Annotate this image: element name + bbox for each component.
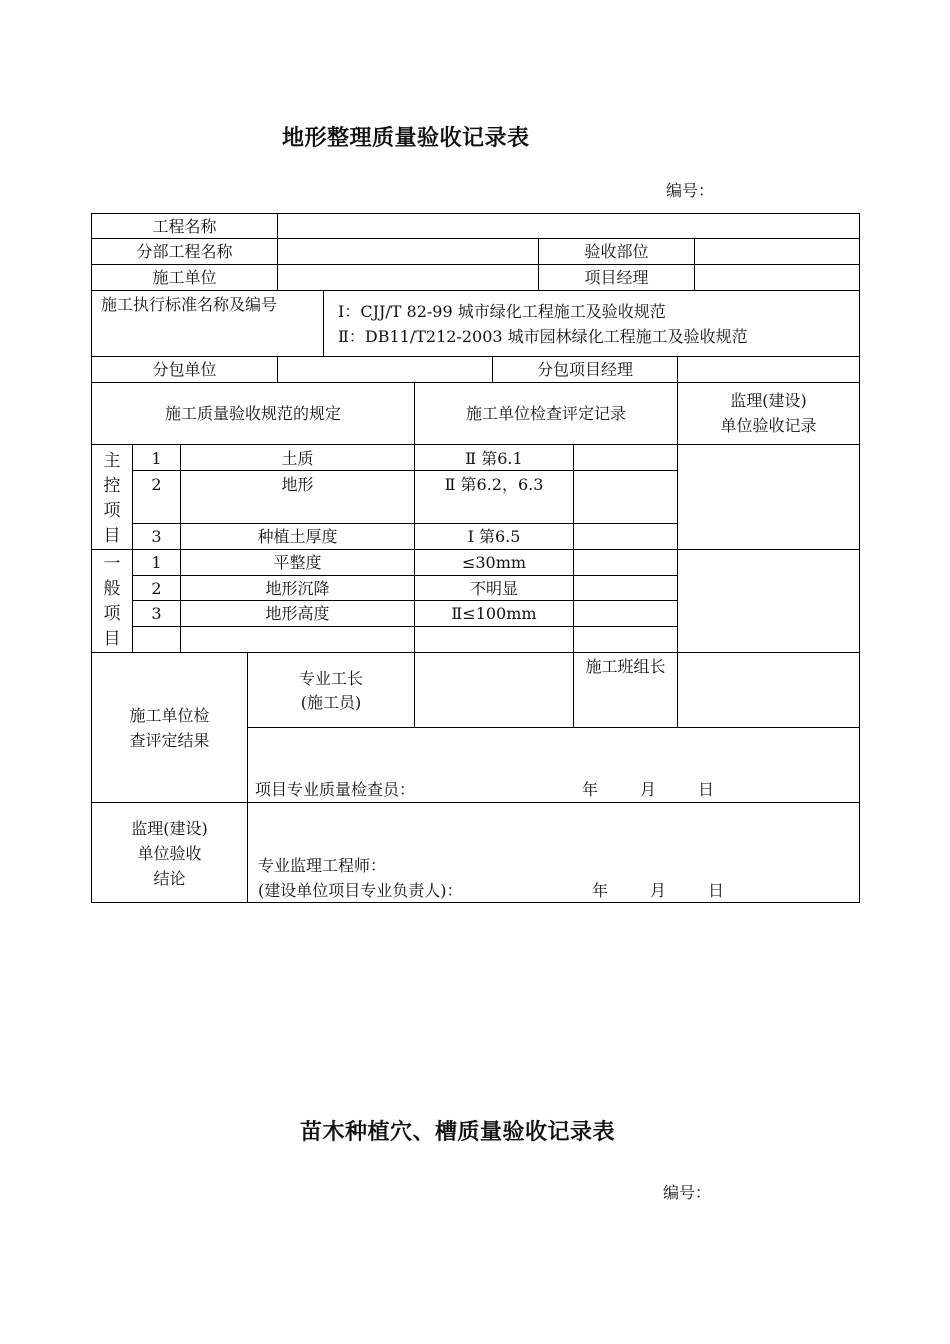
col-check-header: 施工单位检查评定记录 — [465, 404, 626, 423]
form2-number-label: 编号： — [663, 1183, 712, 1202]
col-spec-header: 施工质量验收规范的规定 — [164, 404, 341, 423]
general-item-1-no: 1 — [151, 553, 162, 572]
project-name-field[interactable] — [278, 214, 859, 238]
contractor-label: 施工单位 — [152, 268, 217, 287]
sub-manager-label: 分包项目经理 — [536, 360, 633, 379]
acceptance-part-field[interactable] — [695, 239, 859, 264]
col-supervise-header-1: 监理(建设) — [730, 391, 807, 410]
main-item-1-check-field[interactable] — [574, 445, 677, 470]
standard-1: Ⅰ：CJJ/T 82-99 城市绿化工程施工及验收规范 — [338, 302, 666, 321]
form2-title: 苗木种植穴、槽质量验收记录表 — [300, 1120, 616, 1145]
sub-project-label: 分部工程名称 — [136, 242, 233, 261]
result-label-2: 查评定结果 — [129, 731, 210, 750]
standard-2: Ⅱ：DB11/T212-2003 城市园林绿化工程施工及验收规范 — [338, 327, 748, 346]
main-item-3-name: 种植土厚度 — [257, 527, 338, 546]
conclusion-label-2: 单位验收 — [137, 844, 202, 863]
foreman-label-2: (施工员) — [300, 693, 362, 712]
general-item-2-no: 2 — [151, 579, 162, 598]
general-item-1-check-field[interactable] — [574, 550, 677, 575]
general-item-1-name: 平整度 — [273, 553, 322, 572]
general-item-2-name: 地形沉降 — [265, 579, 330, 598]
team-leader-field[interactable] — [678, 653, 859, 727]
main-item-1-name: 土质 — [281, 449, 314, 468]
subcontractor-label: 分包单位 — [152, 360, 217, 379]
col-supervise-header-2: 单位验收记录 — [720, 416, 817, 435]
inspector-day-label: 日 — [698, 780, 715, 799]
main-item-2-name: 地形 — [281, 475, 314, 494]
sub-project-field[interactable] — [278, 239, 538, 264]
main-group-char-3: 项 — [103, 501, 121, 521]
result-label-1: 施工单位检 — [129, 706, 210, 725]
contractor-field[interactable] — [278, 265, 538, 290]
main-item-3-check-field[interactable] — [574, 524, 677, 549]
engineer-label: 专业监理工程师： — [258, 856, 387, 875]
general-item-2-check-field[interactable] — [574, 576, 677, 600]
conclusion-label-3: 结论 — [153, 869, 186, 888]
conclusion-year-label: 年 — [592, 881, 609, 900]
main-group-char-2: 控 — [103, 476, 121, 496]
conclusion-month-label: 月 — [650, 881, 667, 900]
general-group-char-4: 目 — [103, 629, 121, 649]
main-supervise-field[interactable] — [678, 445, 859, 549]
general-group-char-2: 般 — [103, 579, 121, 599]
general-item-1-std: ≤30mm — [461, 553, 527, 572]
project-manager-field[interactable] — [695, 265, 859, 290]
general-item-3-no: 3 — [151, 604, 162, 623]
general-item-2-std: 不明显 — [469, 579, 518, 598]
general-group-char-3: 项 — [103, 604, 121, 624]
project-name-label: 工程名称 — [152, 217, 217, 236]
general-supervise-field[interactable] — [678, 550, 859, 652]
main-item-1-std: Ⅱ 第6.1 — [465, 449, 523, 468]
conclusion-day-label: 日 — [708, 881, 725, 900]
form-number-label: 编号： — [666, 181, 715, 200]
general-group-char-1: 一 — [103, 554, 121, 574]
team-leader-label: 施工班组长 — [585, 657, 666, 676]
main-item-2-std: Ⅱ 第6.2，6.3 — [444, 475, 544, 494]
subcontractor-field[interactable] — [278, 357, 492, 382]
main-item-1-no: 1 — [151, 449, 162, 468]
form-title: 地形整理质量验收记录表 — [282, 126, 530, 151]
main-item-3-std: Ⅰ 第6.5 — [467, 527, 521, 546]
standard-label: 施工执行标准名称及编号 — [101, 295, 278, 314]
general-item-3-check-field[interactable] — [574, 601, 677, 626]
sub-manager-field[interactable] — [678, 357, 859, 382]
inspector-month-label: 月 — [640, 780, 657, 799]
general-item-3-name: 地形高度 — [265, 604, 330, 623]
foreman-field[interactable] — [415, 653, 573, 727]
owner-rep-label: (建设单位项目专业负责人)： — [258, 881, 463, 900]
acceptance-part-label: 验收部位 — [584, 242, 649, 261]
main-group-char-1: 主 — [103, 451, 121, 471]
project-manager-label: 项目经理 — [584, 268, 649, 287]
inspector-label: 项目专业质量检查员： — [255, 780, 416, 799]
general-item-3-std: Ⅱ≤100mm — [451, 604, 537, 623]
inspector-year-label: 年 — [582, 780, 599, 799]
foreman-label-1: 专业工长 — [298, 669, 363, 688]
conclusion-label-1: 监理(建设) — [131, 819, 208, 838]
main-item-3-no: 3 — [151, 527, 162, 546]
main-group-char-4: 目 — [103, 526, 121, 546]
main-item-2-check-field[interactable] — [574, 471, 677, 523]
main-item-2-no: 2 — [151, 475, 162, 494]
